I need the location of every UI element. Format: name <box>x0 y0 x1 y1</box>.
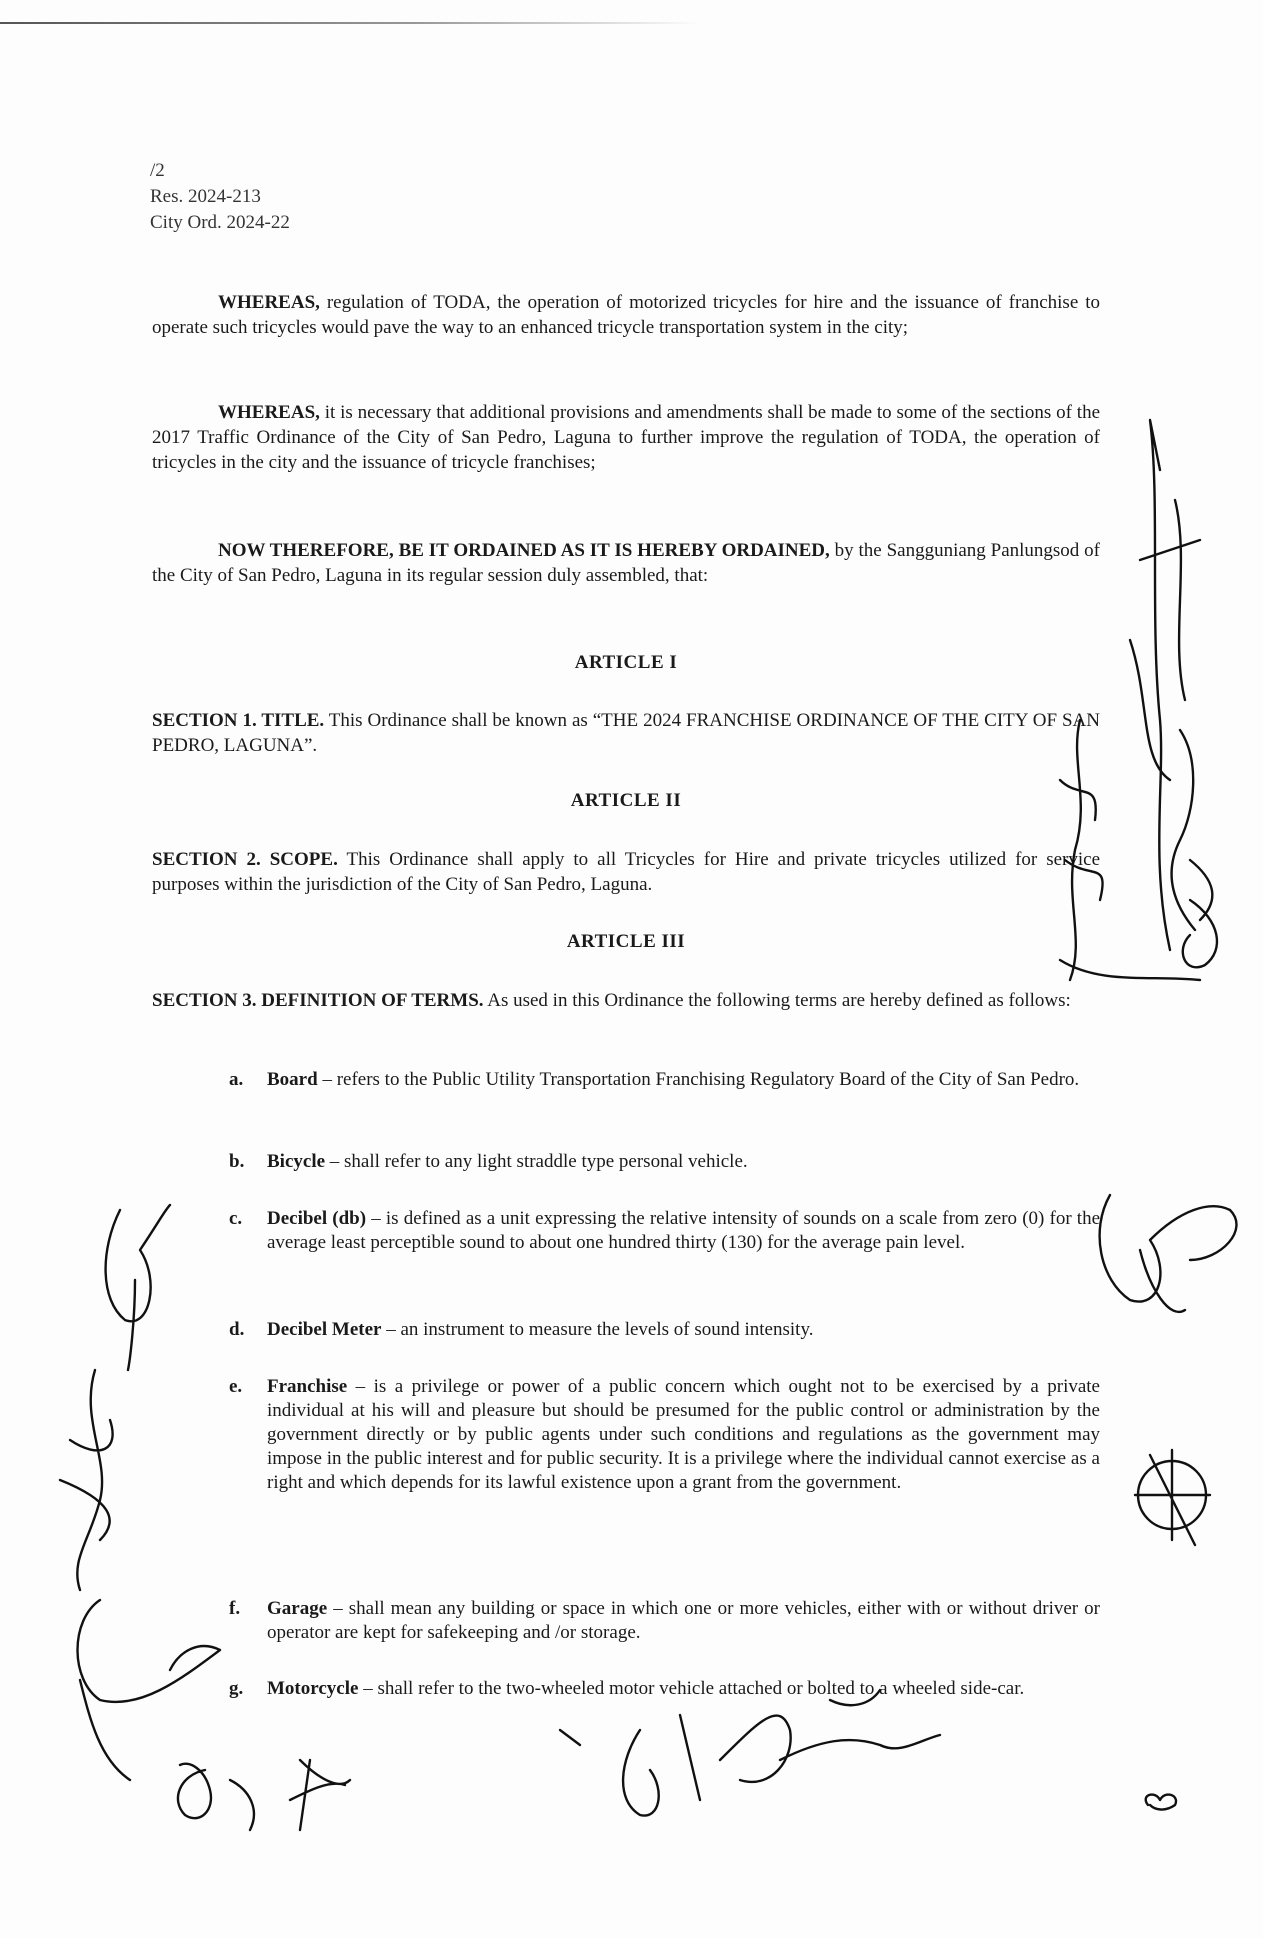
definition-text: – shall mean any building or space in which one or more vehicles, either with or without driver or operator are kept for safekeeping and /or storage. <box>267 1598 1100 1643</box>
article-heading: ARTICLE I <box>574 652 678 673</box>
margin-initials <box>1146 1795 1176 1810</box>
whereas-paragraph-2 <box>152 400 1100 475</box>
margin-signature <box>1130 420 1200 950</box>
definition-item <box>229 1677 1100 1701</box>
definition-letter: f. <box>229 1598 241 1619</box>
section-2 <box>152 847 1100 897</box>
margin-initials <box>1138 1461 1206 1529</box>
definition-text: – is defined as a unit expressing the relative intensity of sounds on a scale from zero (0) for the average least perceptible sound to about one hundred thirty (130) for the average pain level. <box>267 1208 1101 1253</box>
definition-term: Decibel Meter <box>267 1319 382 1340</box>
margin-signature <box>60 1370 113 1590</box>
section-lead: SECTION 2. SCOPE. <box>152 849 338 870</box>
article-heading: ARTICLE II <box>570 790 682 811</box>
section-1 <box>152 708 1100 758</box>
definition-text: – shall refer to any light straddle type personal vehicle. <box>325 1151 748 1172</box>
definition-item <box>229 1375 1100 1495</box>
definition-item <box>229 1150 1100 1174</box>
definition-term: Franchise <box>267 1376 348 1397</box>
definition-item <box>229 1597 1100 1645</box>
definition-term: Board <box>267 1069 318 1090</box>
definition-letter: e. <box>229 1376 243 1397</box>
document-header <box>150 158 290 236</box>
definition-item <box>229 1318 1100 1342</box>
definition-text: – is a privilege or power of a public concern which ought not to be exercised by a private individual at his will and pleasure but should be presumed for the public control or administration by the government directly or by public agents under such conditions and regulations as the government may impose in the public interest and for public security. It is a privilege where the individual cannot exercise as a right and which depends for its lawful existence upon a grant from the government. <box>267 1376 1100 1493</box>
bottom-signature <box>623 1690 940 1816</box>
definition-letter: c. <box>229 1208 243 1229</box>
whereas-lead: WHEREAS, <box>218 402 320 423</box>
section-lead: SECTION 1. TITLE. <box>152 710 325 731</box>
definition-item <box>229 1068 1100 1092</box>
definition-letter: b. <box>229 1151 245 1172</box>
ordaining-clause <box>152 538 1100 588</box>
definition-text: – refers to the Public Utility Transportation Franchising Regulatory Board of the City of San Pedro. <box>317 1069 1080 1090</box>
definition-text: – an instrument to measure the levels of sound intensity. <box>381 1319 814 1340</box>
definition-text: – shall refer to the two-wheeled motor vehicle attached or bolted to a wheeled side-car. <box>358 1678 1025 1699</box>
whereas-lead: WHEREAS, <box>218 292 320 313</box>
section-lead: SECTION 3. DEFINITION OF TERMS. <box>152 990 484 1011</box>
margin-initials <box>1100 1195 1237 1312</box>
definition-term: Decibel (db) <box>267 1208 367 1229</box>
section-text: This Ordinance shall be known as “THE 2024 FRANCHISE ORDINANCE OF THE CITY OF SAN PEDRO, LAGUNA”. <box>152 710 1100 756</box>
whereas-paragraph-1 <box>152 290 1100 340</box>
section-3 <box>152 988 1100 1013</box>
ordinance-number: City Ord. 2024-22 <box>150 212 290 233</box>
definition-letter: a. <box>229 1069 244 1090</box>
definition-term: Motorcycle <box>267 1678 359 1699</box>
margin-signature <box>78 1600 221 1780</box>
whereas-text: it is necessary that additional provisions and amendments shall be made to some of the sections of the 2017 Traffic Ordinance of the City of San Pedro, Laguna to further improve the regulation of TODA, the operation of tricycles in the city and the issuance of tricycle franchises; <box>152 402 1100 473</box>
page-number: /2 <box>150 160 165 181</box>
ordaining-lead: NOW THEREFORE, BE IT ORDAINED AS IT IS HEREBY ORDAINED, <box>218 540 830 561</box>
scan-edge-line <box>0 22 700 24</box>
margin-signature <box>106 1205 170 1370</box>
definition-term: Bicycle <box>267 1151 326 1172</box>
resolution-number: Res. 2024-213 <box>150 186 261 207</box>
margin-signature <box>1172 730 1213 930</box>
margin-initials <box>178 1764 254 1830</box>
whereas-text: regulation of TODA, the operation of motorized tricycles for hire and the issuance of franchise to operate such tricycles would pave the way to an enhanced tricycle transportation system in the city; <box>152 292 1100 338</box>
article-heading: ARTICLE III <box>566 931 686 952</box>
definition-term: Garage <box>267 1598 328 1619</box>
margin-signature <box>1183 900 1217 967</box>
definition-item <box>229 1207 1100 1255</box>
definition-letter: d. <box>229 1319 245 1340</box>
ordaining-text: by the Sangguniang Panlungsod of the City of San Pedro, Laguna in its regular session duly assembled, that: <box>152 540 1100 586</box>
section-text: This Ordinance shall apply to all Tricycles for Hire and private tricycles utilized for service purposes within the jurisdiction of the City of San Pedro, Laguna. <box>152 849 1101 895</box>
definition-letter: g. <box>229 1678 244 1699</box>
margin-initials <box>290 1760 350 1830</box>
section-text: As used in this Ordinance the following terms are hereby defined as follows: <box>483 990 1071 1011</box>
